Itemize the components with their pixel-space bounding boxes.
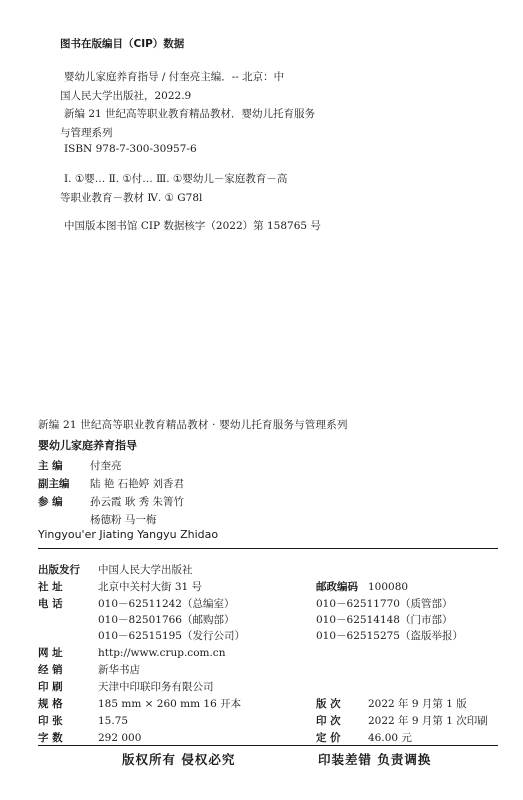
copyright-notice: 版权所有 侵权必究 bbox=[122, 752, 236, 767]
words-value: 292 000 bbox=[98, 732, 142, 744]
phone-value-1: 010－62511242（总编室） bbox=[98, 598, 235, 610]
words-row bbox=[38, 730, 141, 745]
phone-row-4 bbox=[316, 596, 452, 611]
contributors-line-2: 杨德粉 马一梅 bbox=[90, 514, 157, 526]
cip-isbn: ISBN 978-7-300-30957-6 bbox=[64, 143, 197, 155]
contributors-label: 参 编 bbox=[38, 496, 63, 508]
website-row bbox=[38, 645, 225, 660]
printer-label: 印 刷 bbox=[38, 681, 63, 693]
cip-line-1: 婴幼儿家庭养育指导 / 付奎亮主编．-- 北京：中 bbox=[64, 71, 285, 83]
price-value: 46.00 元 bbox=[368, 732, 412, 744]
cip-line-3: 新编 21 世纪高等职业教育精品教材．婴幼儿托育服务 bbox=[64, 108, 316, 120]
spec-label: 规 格 bbox=[38, 698, 63, 710]
associate-editor-names: 陆 艳 石艳婷 刘香君 bbox=[90, 478, 185, 490]
sheets-label: 印 张 bbox=[38, 715, 63, 727]
associate-editor-label: 副主编 bbox=[38, 478, 70, 490]
divider-top bbox=[38, 548, 498, 549]
phone-row-6 bbox=[316, 628, 463, 643]
phone-value-5: 010－62514148（门市部） bbox=[316, 614, 453, 626]
price-row bbox=[316, 730, 412, 745]
phone-value-4: 010－62511770（质管部） bbox=[316, 598, 453, 610]
postcode-value: 100080 bbox=[368, 581, 409, 593]
cip-line-4: 与管理系列 bbox=[60, 127, 113, 139]
publisher-label: 出版发行 bbox=[38, 564, 80, 576]
sheets-value: 15.75 bbox=[98, 715, 129, 727]
printing-row bbox=[316, 713, 488, 728]
pinyin-title: Yingyou'er Jiating Yangyu Zhidao bbox=[38, 528, 219, 541]
printer-row bbox=[38, 679, 214, 694]
edition-value: 2022 年 9 月第 1 版 bbox=[368, 698, 467, 710]
printing-value: 2022 年 9 月第 1 次印刷 bbox=[368, 715, 488, 727]
spec-row bbox=[38, 696, 241, 711]
address-value: 北京中关村大街 31 号 bbox=[98, 581, 203, 593]
cip-heading: 图书在版编目（CIP）数据 bbox=[60, 38, 185, 50]
dealer-value: 新华书店 bbox=[98, 664, 140, 676]
phone-row-3 bbox=[98, 628, 245, 643]
printer-value: 天津中印联印务有限公司 bbox=[98, 681, 214, 693]
phone-row-2 bbox=[98, 612, 234, 627]
cip-line-2: 国人民大学出版社，2022.9 bbox=[60, 90, 192, 102]
postcode-row bbox=[316, 579, 408, 594]
words-label: 字 数 bbox=[38, 732, 63, 744]
editor-name: 付奎亮 bbox=[90, 460, 122, 472]
cip-line-6: Ⅰ. ①婴… Ⅱ. ①付… Ⅲ. ①婴幼儿－家庭教育－高 bbox=[64, 173, 288, 185]
sheets-row bbox=[38, 713, 128, 728]
misprint-notice: 印装差错 负责调换 bbox=[318, 752, 432, 767]
phone-value-3: 010－62515195（发行公司） bbox=[98, 630, 245, 642]
cip-line-7: 等职业教育－教材 Ⅳ. ① G78l bbox=[60, 192, 203, 204]
phone-label: 电 话 bbox=[38, 598, 63, 610]
edition-label: 版 次 bbox=[316, 698, 341, 710]
dealer-row bbox=[38, 662, 140, 677]
printing-label: 印 次 bbox=[316, 715, 341, 727]
address-label: 社 址 bbox=[38, 581, 63, 593]
contributors-line-1: 孙云霞 耿 秀 朱箐竹 bbox=[90, 496, 185, 508]
website-value: http://www.crup.com.cn bbox=[98, 647, 226, 659]
cip-data-number: 中国版本图书馆 CIP 数据核字（2022）第 158765 号 bbox=[64, 220, 321, 232]
phone-value-2: 010－82501766（邮购部） bbox=[98, 614, 235, 626]
phone-row bbox=[38, 596, 234, 611]
phone-value-6: 010－62515275（盗版举报） bbox=[316, 630, 463, 642]
edition-row bbox=[316, 696, 467, 711]
editor-label: 主 编 bbox=[38, 460, 63, 472]
series-line: 新编 21 世纪高等职业教育精品教材 · 婴幼儿托育服务与管理系列 bbox=[38, 419, 348, 431]
publisher-row bbox=[38, 562, 193, 577]
address-row bbox=[38, 579, 202, 594]
phone-row-5 bbox=[316, 612, 452, 627]
divider-bottom bbox=[38, 745, 498, 746]
spec-value: 185 mm × 260 mm 16 开本 bbox=[98, 698, 242, 710]
postcode-label: 邮政编码 bbox=[316, 581, 358, 593]
publisher-value: 中国人民大学出版社 bbox=[98, 564, 193, 576]
dealer-label: 经 销 bbox=[38, 664, 63, 676]
price-label: 定 价 bbox=[316, 732, 341, 744]
website-label: 网 址 bbox=[38, 647, 63, 659]
book-title: 婴幼儿家庭养育指导 bbox=[38, 439, 137, 452]
